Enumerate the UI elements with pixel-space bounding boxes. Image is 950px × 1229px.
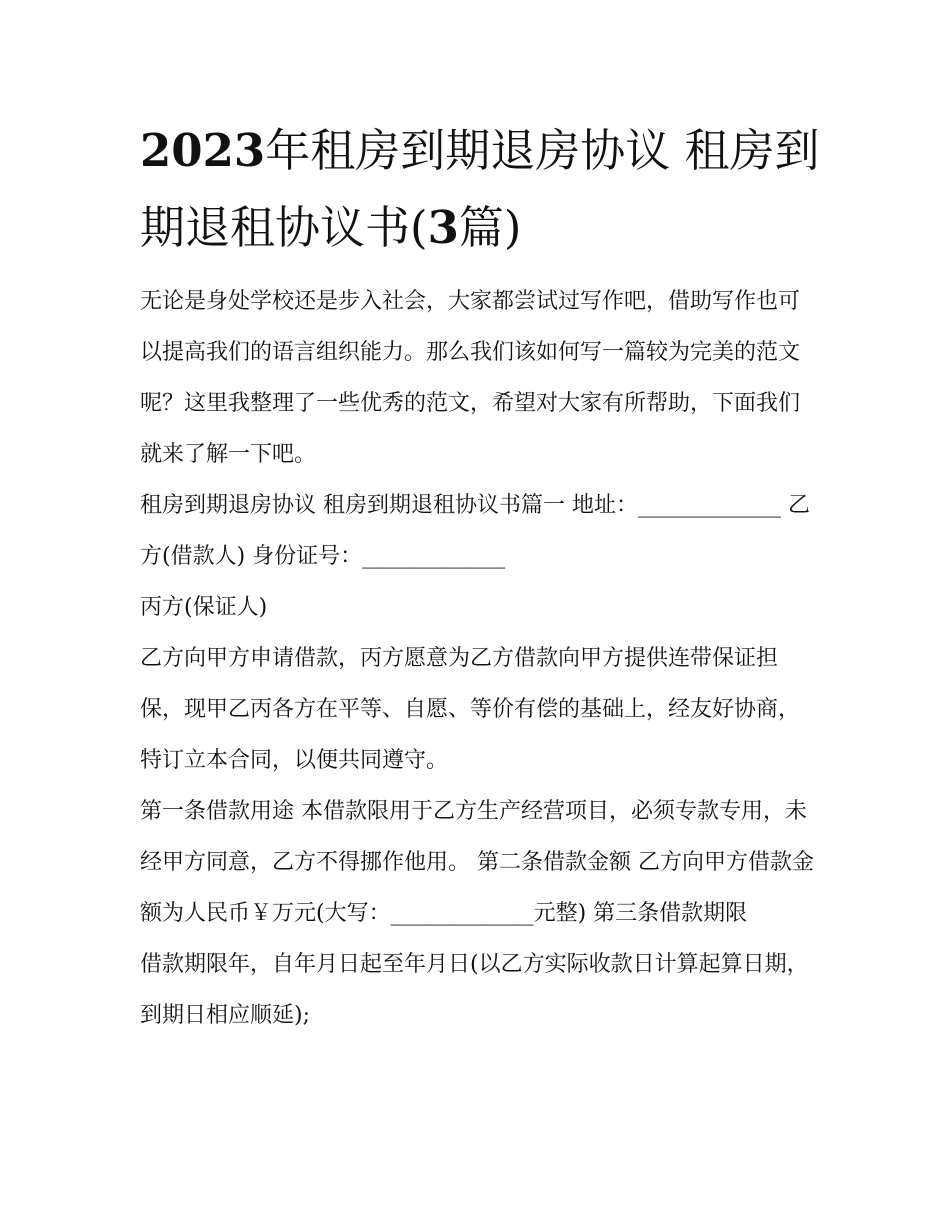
document-body: [140, 276, 820, 1041]
paragraph-parties: 租房到期退房协议 租房到期退租协议书篇一 地址：_____________ 乙方(借款人) 身份证号：_____________: [140, 493, 810, 569]
paragraph-intro: 无论是身处学校还是步入社会，大家都尝试过写作吧，借助写作也可以提高我们的语言组织能力。那么我们该如何写一篇较为完美的范文呢？这里我整理了一些优秀的范文，希望对大家有所帮助，下面我们就来了解一下吧。: [140, 289, 801, 467]
title-text: 年租房到期退房协议 租房到期退租协议书(: [140, 124, 820, 254]
title-suffix: 篇): [458, 201, 522, 254]
paragraph-guarantor: 丙方(保证人): [140, 595, 268, 620]
title-count: 3: [427, 201, 459, 254]
document-title: [140, 112, 820, 266]
title-year: 2023: [140, 124, 266, 177]
paragraph-term: 借款期限年，自年月日起至年月日(以乙方实际收款日计算起算日期，到期日相应顺延);: [140, 952, 809, 1028]
paragraph-articles: 第一条借款用途 本借款限用于乙方生产经营项目，必须专款专用，未经甲方同意，乙方不得挪作他用。 第二条借款金额 乙方向甲方借款金额为人民币￥万元(大写：_____________元整) 第三条借款期限: [140, 799, 814, 926]
paragraph-preamble: 乙方向甲方申请借款，丙方愿意为乙方借款向甲方提供连带保证担保，现甲乙丙各方在平等、自愿、等价有偿的基础上，经友好协商，特订立本合同，以便共同遵守。: [140, 646, 801, 773]
